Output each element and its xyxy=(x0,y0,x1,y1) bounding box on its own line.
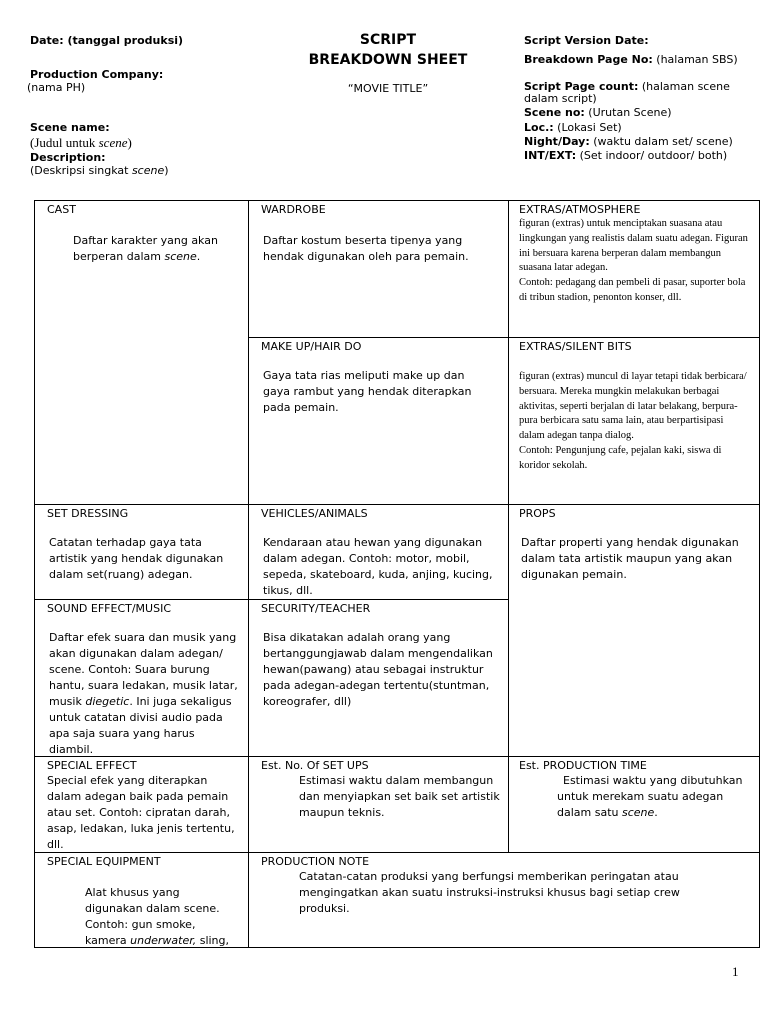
extras-silent-example: Contoh: Pengunjung cafe, pejalan kaki, siswa di koridor sekolah. xyxy=(519,444,722,471)
cell-cast xyxy=(35,201,249,505)
security-label: SECURITY/TEACHER xyxy=(261,602,371,615)
cell-special-effect xyxy=(35,757,249,853)
description-value: (Deskripsi singkat scene) xyxy=(30,164,169,177)
date-label: Date: (tanggal produksi) xyxy=(30,34,184,47)
extras-silent-label: EXTRAS/SILENT BITS xyxy=(519,340,632,353)
extras-atmosphere-label: EXTRAS/ATMOSPHERE xyxy=(519,203,641,216)
sound-label: SOUND EFFECT/MUSIC xyxy=(47,602,171,615)
cell-extras-atmosphere xyxy=(509,201,759,338)
set-dressing-text: Catatan terhadap gaya tata artistik yang hendak digunakan dalam set(ruang) adegan. xyxy=(49,536,224,581)
setups-label: Est. No. Of SET UPS xyxy=(261,759,369,772)
scene-name-label: Scene name: xyxy=(30,121,110,134)
page-no: Breakdown Page No: (halaman SBS) xyxy=(524,53,738,66)
production-time-label: Est. PRODUCTION TIME xyxy=(519,759,647,772)
cell-wardrobe xyxy=(249,201,509,338)
description-label: Description: xyxy=(30,151,106,164)
version-date-label: Script Version Date: xyxy=(524,34,649,47)
special-equipment-text: Alat khusus yang digunakan dalam scene. Contoh: gun smoke, kamera underwater, sling, xyxy=(85,886,230,947)
title-breakdown-sheet: BREAKDOWN SHEET xyxy=(308,52,468,68)
int-ext: INT/EXT: (Set indoor/ outdoor/ both) xyxy=(524,149,728,162)
wardrobe-text: Daftar kostum beserta tipenya yang hendak digunakan oleh para pemain. xyxy=(263,234,469,263)
cell-production-note xyxy=(249,853,759,947)
breakdown-grid xyxy=(34,200,760,948)
extras-atmosphere-example: Contoh: pedagang dan pembeli di pasar, suporter bola di tribun stadion, penonton konser, dll. xyxy=(519,277,746,303)
cell-production-time xyxy=(509,757,759,853)
setups-text: Estimasi waktu dalam membangun dan menyiapkan set baik set artistik maupun teknis. xyxy=(299,774,500,819)
cell-makeup xyxy=(249,338,509,505)
cell-setups xyxy=(249,757,509,853)
location: Loc.: (Lokasi Set) xyxy=(524,121,622,134)
scene-name-value: (Judul untuk scene) xyxy=(30,135,132,150)
production-note-text: Catatan-catan produksi yang berfungsi memberikan peringatan atau mengingatkan akan suatu instruksi-instruksi khusus bagi setiap crew produksi. xyxy=(299,870,680,915)
cell-extras-silent xyxy=(509,338,759,505)
title-script: SCRIPT xyxy=(359,32,417,48)
cast-label: CAST xyxy=(47,203,76,216)
makeup-text: Gaya tata rias meliputi make up dan gaya rambut yang hendak diterapkan pada pemain. xyxy=(263,369,472,414)
page-number: 1 xyxy=(732,964,739,979)
company-label: Production Company: xyxy=(30,68,164,81)
cell-props xyxy=(509,505,759,757)
movie-title: “MOVIE TITLE” xyxy=(347,82,429,95)
production-time-text: Estimasi waktu yang dibutuhkan untuk merekam suatu adegan dalam satu scene. xyxy=(557,774,743,819)
vehicles-text: Kendaraan atau hewan yang digunakan dalam adegan. Contoh: motor, mobil, sepeda, skateboard, kuda, anjing, kucing, tikus, dll. xyxy=(263,536,493,597)
special-effect-text: Special efek yang diterapkan dalam adegan baik pada pemain atau set. Contoh: cipratan darah, asap, ledakan, luka jenis tertentu, dll. xyxy=(47,774,235,851)
sound-text: Daftar efek suara dan musik yang akan digunakan dalam adegan/ scene. Contoh: Suara burung hantu, suara ledakan, musik latar, musik diegetic. Ini juga sekaligus untuk catatan divisi audio pada apa saja suara yang harus diambil. xyxy=(49,631,238,756)
cast-text: Daftar karakter yang akan berperan dalam scene. xyxy=(73,234,218,263)
wardrobe-label: WARDROBE xyxy=(261,203,326,216)
night-day: Night/Day: (waktu dalam set/ scene) xyxy=(524,135,733,148)
cell-special-equipment xyxy=(35,853,249,947)
cell-vehicles xyxy=(249,505,509,600)
security-text: Bisa dikatakan adalah orang yang bertanggungjawab dalam mengendalikan hewan(pawang) atau sebagai instruktur pada adegan-adegan tertentu(stuntman, koreografer, dll) xyxy=(263,631,493,708)
props-label: PROPS xyxy=(519,507,556,520)
props-text: Daftar properti yang hendak digunakan dalam tata artistik maupun yang akan digunakan pemain. xyxy=(521,536,739,581)
page-count: Script Page count: (halaman scene dalam script) xyxy=(524,80,730,105)
special-equipment-label: SPECIAL EQUIPMENT xyxy=(47,855,161,868)
special-effect-label: SPECIAL EFFECT xyxy=(47,759,137,772)
company-value: (nama PH) xyxy=(27,81,86,94)
extras-silent-text: figuran (extras) muncul di layar tetapi tidak berbicara/ bersuara. Mereka mungkin melakukan berbagai aktivitas, seperti berjalan di latar belakang, berpura-pura berbicara satu sama lain, atau berpartisipasi dalam adegan tanpa dialog. xyxy=(519,371,747,442)
production-note-label: PRODUCTION NOTE xyxy=(261,855,370,868)
makeup-label: MAKE UP/HAIR DO xyxy=(261,340,362,353)
cell-set-dressing xyxy=(35,505,249,600)
cell-security xyxy=(249,600,509,757)
scene-no: Scene no: (Urutan Scene) xyxy=(524,106,672,119)
extras-atmosphere-text: figuran (extras) untuk menciptakan suasana atau lingkungan yang realistis dalam suatu adegan. Figuran ini bersuara karena berperan dalam membangun suasana latar adegan. xyxy=(519,218,748,274)
set-dressing-label: SET DRESSING xyxy=(47,507,129,520)
cell-sound xyxy=(35,600,249,757)
vehicles-label: VEHICLES/ANIMALS xyxy=(261,507,368,520)
